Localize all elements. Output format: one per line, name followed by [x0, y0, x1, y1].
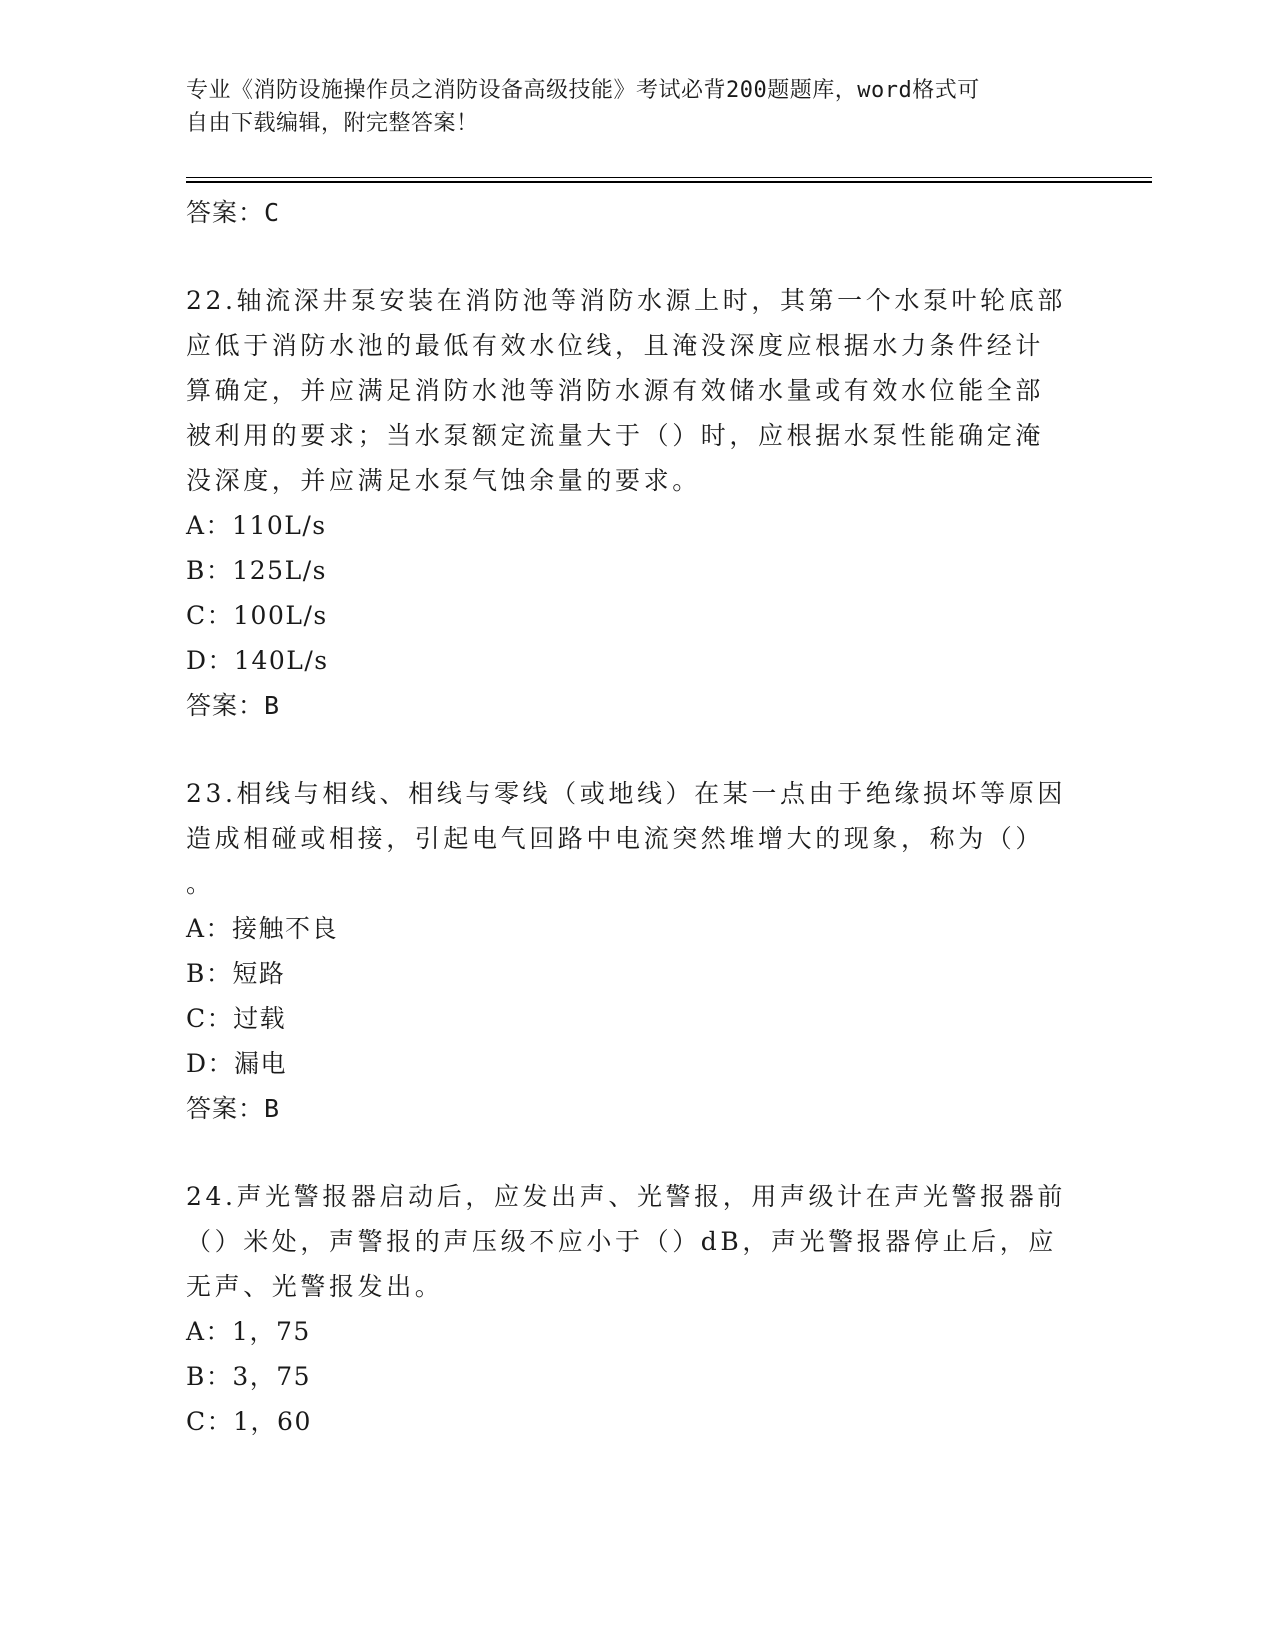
- option-c: C：100L/s: [186, 601, 328, 630]
- option-a: A：1，75: [186, 1317, 311, 1346]
- option-c: C：过载: [186, 1004, 287, 1033]
- question-text-line: 23.相线与相线、相线与零线（或地线）在某一点由于绝缘损坏等原因: [186, 779, 1066, 808]
- answer-line: 答案：B: [186, 1094, 281, 1123]
- question-text-line: 造成相碰或相接，引起电气回路中电流突然堆增大的现象，称为（）: [186, 824, 1045, 853]
- question-23: [186, 771, 1086, 1131]
- question-text-line: 应低于消防水池的最低有效水位线，且淹没深度应根据水力条件经计: [186, 331, 1045, 360]
- option-d: D：漏电: [186, 1049, 288, 1078]
- question-text-line: 被利用的要求；当水泵额定流量大于（）时，应根据水泵性能确定淹: [186, 421, 1045, 450]
- option-b: B：3，75: [186, 1362, 312, 1391]
- question-text-line: （）米处，声警报的声压级不应小于（）dB，声光警报器停止后，应: [186, 1227, 1057, 1256]
- option-a: A：接触不良: [186, 914, 339, 943]
- option-a: A：110L/s: [186, 511, 327, 540]
- question-22: [186, 278, 1086, 728]
- header-line-2: 自由下载编辑，附完整答案！: [186, 111, 479, 136]
- question-text-line: 算确定，并应满足消防水池等消防水源有效储水量或有效水位能全部: [186, 376, 1045, 405]
- question-list: [186, 190, 1086, 1444]
- option-c: C：1，60: [186, 1407, 312, 1436]
- document-header: [186, 74, 1066, 140]
- question-text-line: 没深度，并应满足水泵气蚀余量的要求。: [186, 466, 701, 495]
- question-text-line: 无声、光警报发出。: [186, 1272, 444, 1301]
- question-text-line: 24.声光警报器启动后，应发出声、光警报，用声级计在声光警报器前: [186, 1182, 1066, 1211]
- option-d: D：140L/s: [186, 646, 329, 675]
- header-rule-thick: [186, 181, 1152, 183]
- previous-answer: 答案：C: [186, 198, 281, 227]
- header-rule-thin: [186, 177, 1152, 178]
- header-line-1: 专业《消防设施操作员之消防设备高级技能》考试必背200题题库，word格式可: [186, 78, 980, 103]
- option-b: B：短路: [186, 959, 286, 988]
- question-text-line: 。: [186, 869, 215, 898]
- option-b: B：125L/s: [186, 556, 327, 585]
- question-text-line: 22.轴流深井泵安装在消防池等消防水源上时，其第一个水泵叶轮底部: [186, 286, 1066, 315]
- question-24: [186, 1174, 1086, 1444]
- answer-line: 答案：B: [186, 691, 281, 720]
